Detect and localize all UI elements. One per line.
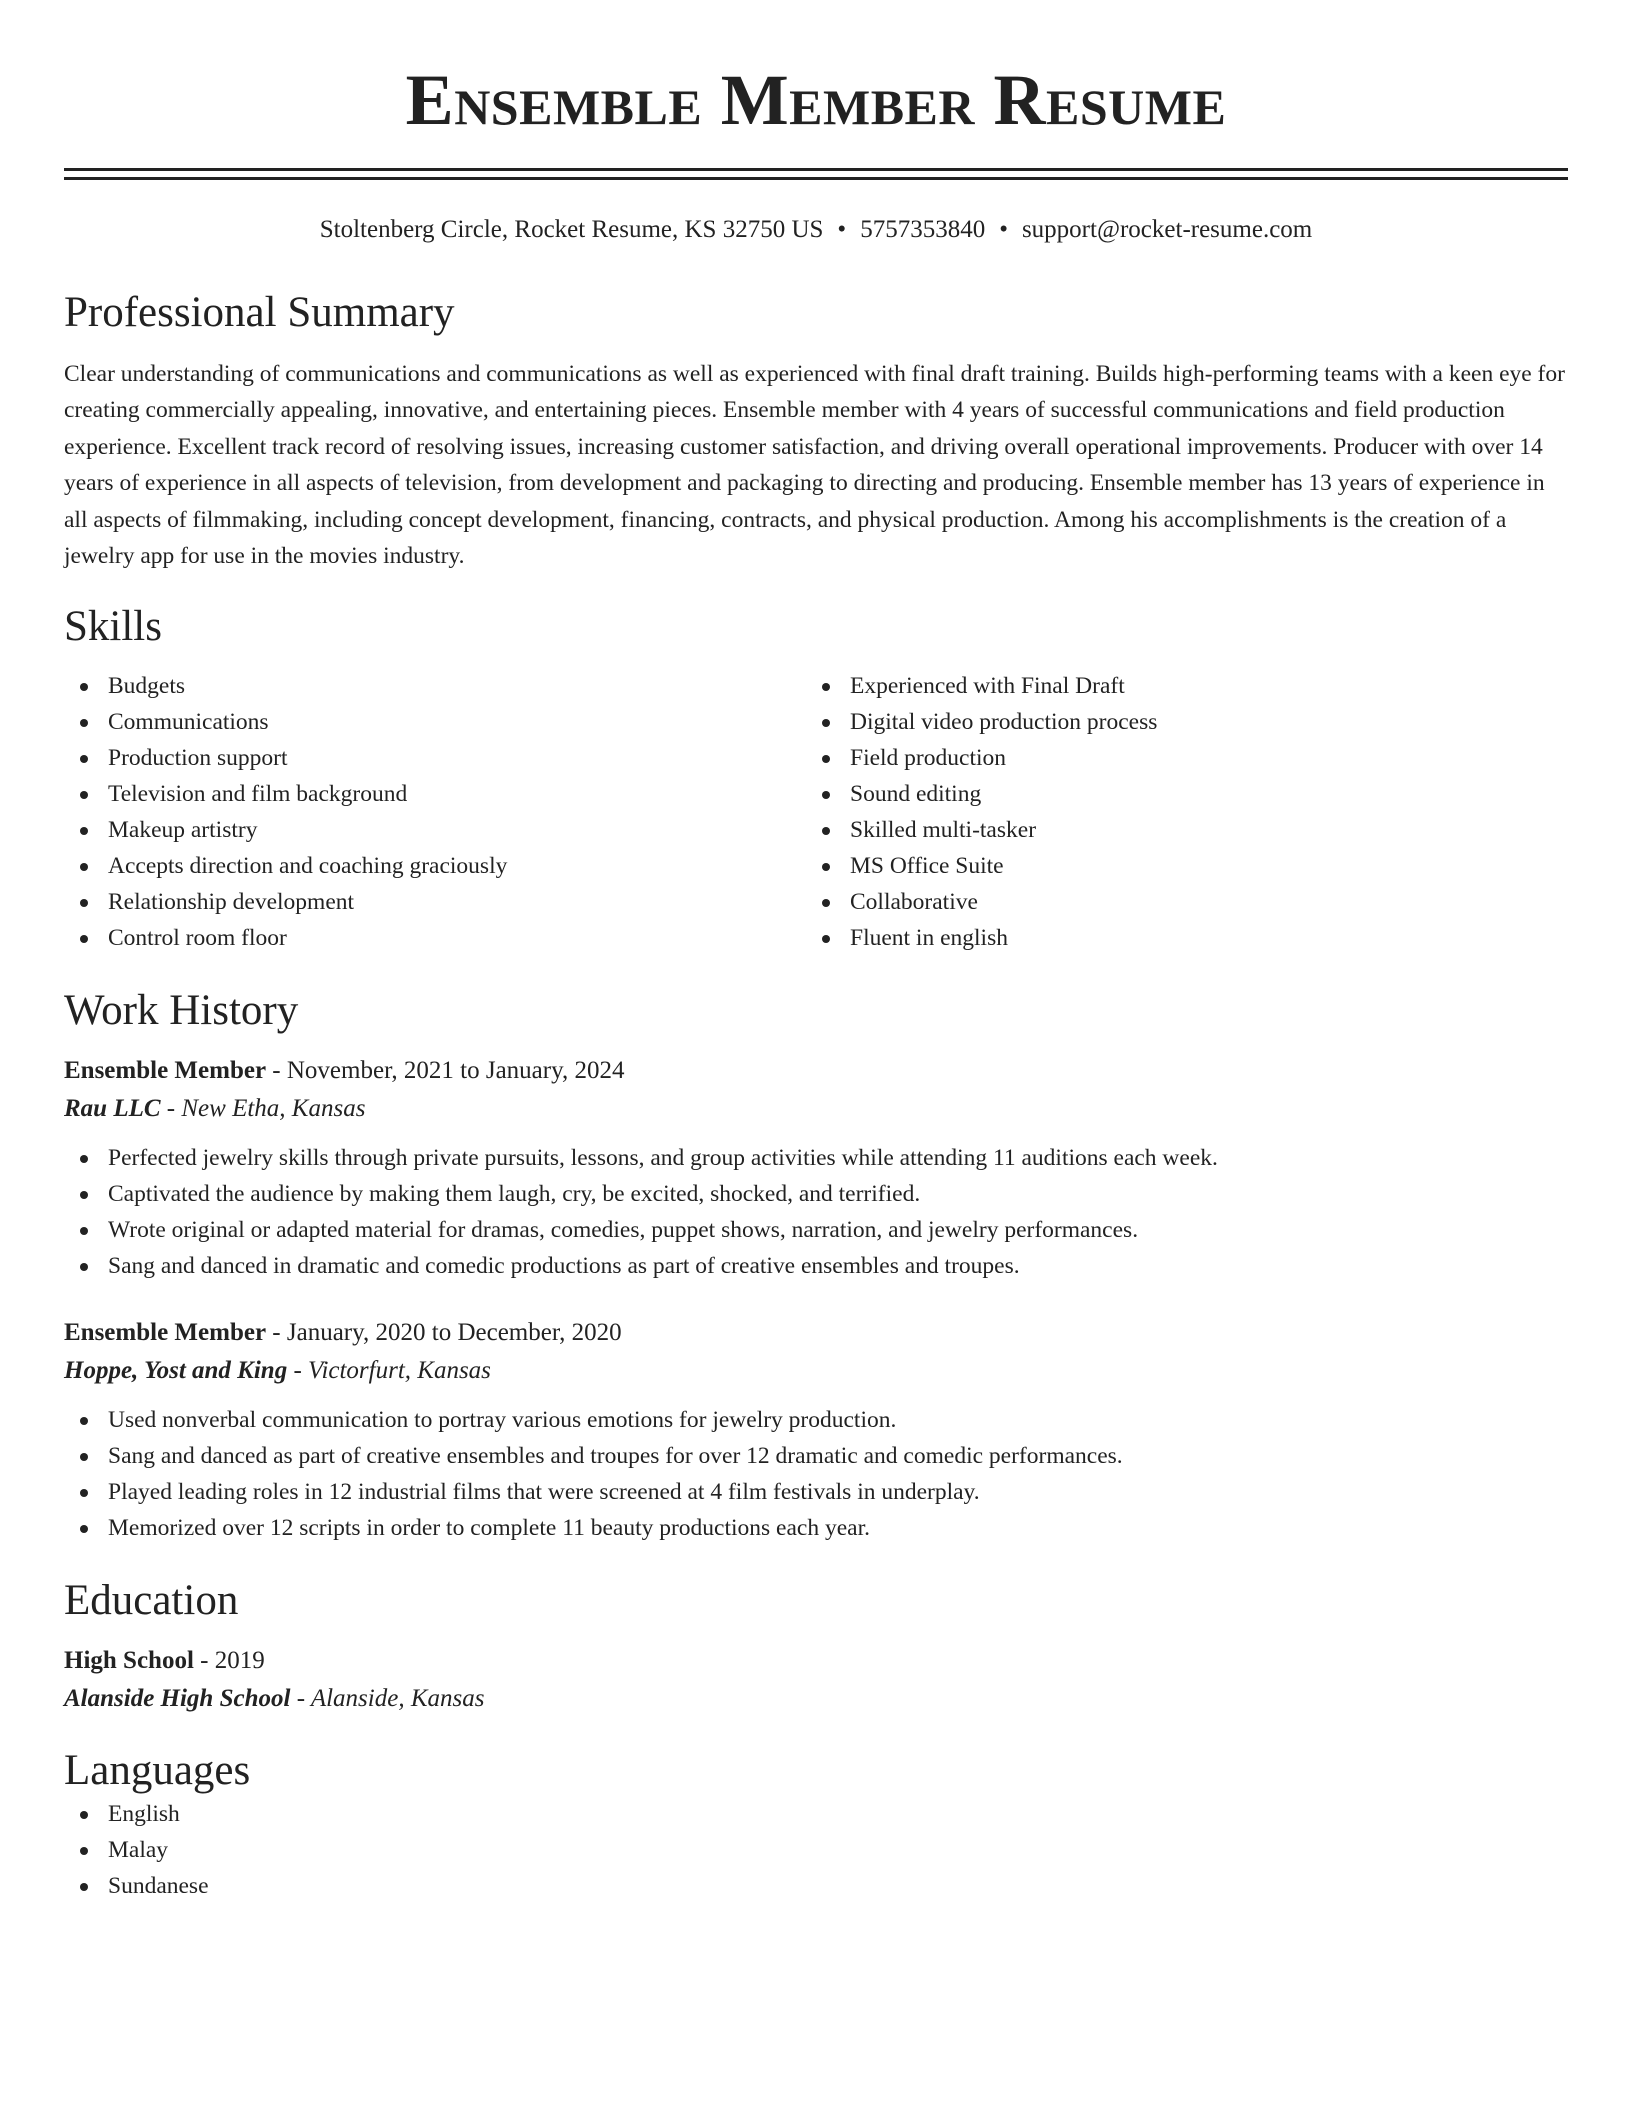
education-entry — [64, 1642, 1568, 1718]
job-duty-item: Sang and danced as part of creative ensembles and troupes for over 12 dramatic and comedic performances. — [64, 1438, 1568, 1474]
skill-item: Communications — [64, 704, 806, 740]
contact-email: support@rocket-resume.com — [1021, 216, 1313, 243]
job-company: Hoppe, Yost and King — [64, 1357, 288, 1385]
skill-item: Budgets — [64, 668, 806, 704]
skills-grid — [64, 668, 1568, 956]
contact-separator: • — [999, 216, 1008, 243]
job-location: - Victorfurt, Kansas — [287, 1357, 491, 1385]
skill-item: Sound editing — [806, 776, 1548, 812]
language-item: English — [64, 1796, 1568, 1832]
skill-item: Experienced with Final Draft — [806, 668, 1548, 704]
job-header — [64, 1052, 1568, 1090]
contact-line — [64, 214, 1568, 246]
job-duty-item: Perfected jewelry skills through private pursuits, lessons, and group activities while attending 11 auditions each week. — [64, 1140, 1568, 1176]
skill-item: Fluent in english — [806, 920, 1548, 956]
section-heading-skills: Skills — [64, 603, 162, 651]
professional-summary-section — [64, 288, 1568, 574]
language-item: Sundanese — [64, 1868, 1568, 1904]
skill-item: Collaborative — [806, 884, 1548, 920]
section-heading-summary: Professional Summary — [64, 289, 455, 336]
job-duty-item: Used nonverbal communication to portray various emotions for jewelry production. — [64, 1402, 1568, 1438]
job-entry — [64, 1052, 1568, 1284]
job-title: Ensemble Member — [64, 1319, 267, 1347]
job-duty-item: Captivated the audience by making them laugh, cry, be excited, shocked, and terrified. — [64, 1176, 1568, 1212]
job-duties-list — [64, 1402, 1568, 1546]
job-employer-line — [64, 1090, 1568, 1128]
skills-column-right — [806, 668, 1548, 956]
education-year: - 2019 — [193, 1647, 265, 1675]
job-entry — [64, 1314, 1568, 1546]
language-item: Malay — [64, 1832, 1568, 1868]
resume-title: Ensemble Member Resume — [405, 60, 1227, 140]
skill-item: Relationship development — [64, 884, 806, 920]
job-header — [64, 1314, 1568, 1352]
skill-item: MS Office Suite — [806, 848, 1548, 884]
skills-section — [64, 602, 1568, 956]
skill-item: Makeup artistry — [64, 812, 806, 848]
job-dates: - November, 2021 to January, 2024 — [266, 1057, 625, 1085]
section-heading-languages: Languages — [64, 1747, 251, 1795]
job-title: Ensemble Member — [64, 1057, 267, 1085]
title-divider-top — [64, 168, 1568, 171]
section-heading-work-history: Work History — [64, 987, 299, 1035]
job-duty-item: Sang and danced in dramatic and comedic productions as part of creative ensembles and troupes. — [64, 1248, 1568, 1284]
education-school: Alanside High School — [64, 1685, 291, 1713]
education-school-line — [64, 1680, 1568, 1718]
job-duties-list — [64, 1140, 1568, 1284]
education-location: - Alanside, Kansas — [290, 1685, 485, 1713]
skill-item: Skilled multi-tasker — [806, 812, 1548, 848]
education-section — [64, 1576, 1568, 1718]
education-degree: High School — [64, 1647, 194, 1675]
languages-section — [64, 1746, 1568, 1904]
job-duty-item: Wrote original or adapted material for dramas, comedies, puppet shows, narration, and jewelry performances. — [64, 1212, 1568, 1248]
skill-item: Accepts direction and coaching graciously — [64, 848, 806, 884]
skills-column-left — [64, 668, 806, 956]
job-company: Rau LLC — [64, 1095, 161, 1123]
skill-item: Production support — [64, 740, 806, 776]
skills-list-left — [64, 668, 806, 956]
section-heading-education: Education — [64, 1577, 239, 1625]
job-duty-item: Memorized over 12 scripts in order to complete 11 beauty productions each year. — [64, 1510, 1568, 1546]
education-header — [64, 1642, 1568, 1680]
contact-separator: • — [837, 216, 847, 243]
title-divider-bottom — [64, 177, 1568, 180]
languages-list — [64, 1796, 1568, 1904]
summary-paragraph: Clear understanding of communications and communications as well as experienced with final draft training. Builds high-performing teams with a keen eye for creating commercially appealing, innovative, and entertaining pieces. Ensemble member with 4 years of successful communications and field production experience. Excellent track record of resolving issues, increasing customer satisfaction, and driving overall operational improvements. Producer with over 14 years of experience in all aspects of television, from development and packaging to directing and producing. Ensemble member has 13 years of experience in all aspects of filmmaking, including concept development, financing, contracts, and physical production. Among his accomplishments is the creation of a jewelry app for use in the movies industry. — [64, 361, 1565, 570]
skills-list-right — [806, 668, 1548, 956]
skill-item: Field production — [806, 740, 1548, 776]
contact-address: Stoltenberg Circle, Rocket Resume, KS 32750 US — [319, 216, 824, 243]
work-history-section — [64, 986, 1568, 1546]
skill-item: Digital video production process — [806, 704, 1548, 740]
job-location: - New Etha, Kansas — [160, 1095, 366, 1123]
skill-item: Control room floor — [64, 920, 806, 956]
job-employer-line — [64, 1352, 1568, 1390]
contact-phone: 5757353840 — [860, 216, 986, 243]
job-dates: - January, 2020 to December, 2020 — [266, 1319, 622, 1347]
resume-page — [64, 0, 1568, 1904]
skill-item: Television and film background — [64, 776, 806, 812]
job-duty-item: Played leading roles in 12 industrial films that were screened at 4 film festivals in underplay. — [64, 1474, 1568, 1510]
